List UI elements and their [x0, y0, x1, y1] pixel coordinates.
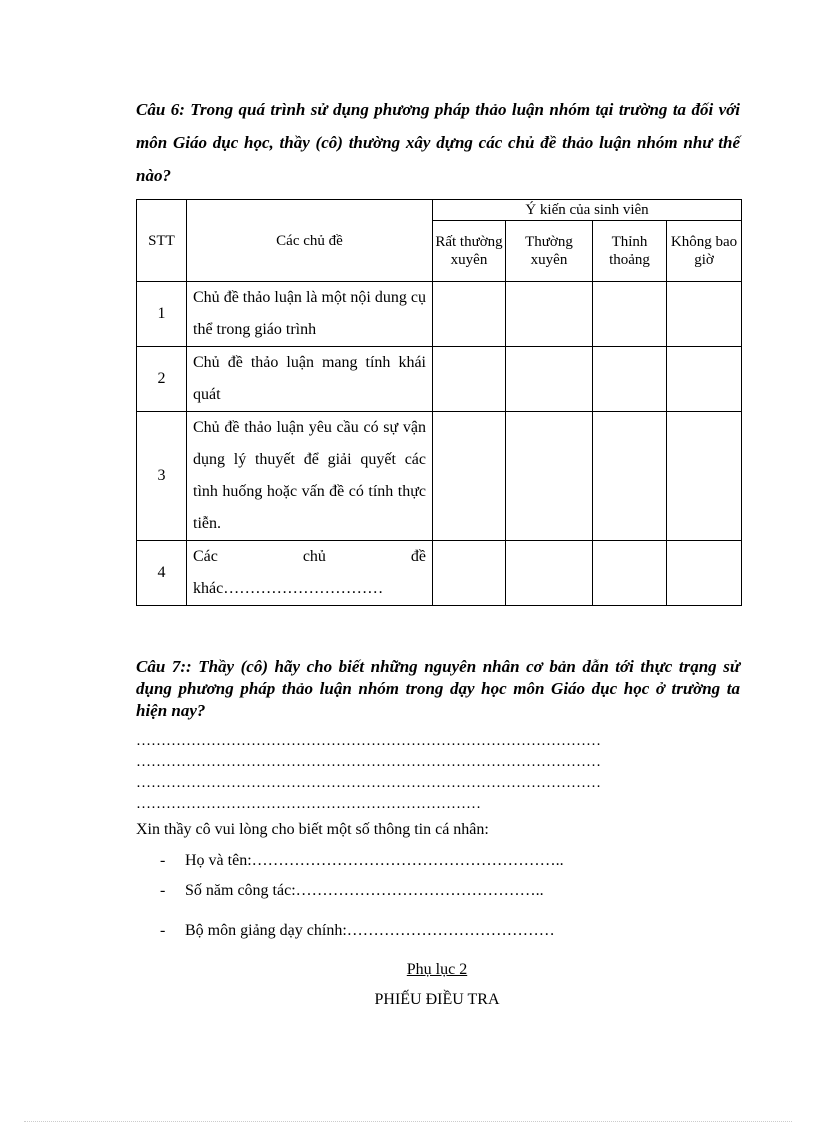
years-of-work-field[interactable]: Số năm công tác:……………………………………….. — [185, 882, 544, 899]
table-row — [137, 412, 742, 541]
row-topic: Chủ đề thảo luận mang tính khái quát — [187, 347, 433, 412]
header-topic: Các chủ đề — [187, 200, 433, 282]
row-number: 3 — [137, 412, 187, 541]
question-6-heading: Câu 6: Trong quá trình sử dụng phương pháp thảo luận nhóm tại trường ta đối với môn Giáo dục học, thầy (cô) thường xây dựng các chủ đề thảo luận nhóm như thế nào? — [136, 100, 740, 185]
survey-table — [136, 199, 742, 606]
row-topic-word: chủ — [302, 548, 326, 565]
answer-cell[interactable] — [593, 347, 667, 412]
answer-cell[interactable] — [667, 541, 742, 606]
answer-cell[interactable] — [506, 541, 593, 606]
row-number: 1 — [137, 282, 187, 347]
answer-cell[interactable] — [433, 282, 506, 347]
answer-line[interactable]: ………………………………………………………………………………… — [136, 775, 601, 791]
header-stt: STT — [137, 200, 187, 282]
answer-line[interactable]: …………………………………………………………… — [136, 796, 481, 812]
appendix-title: Phụ lục 2 — [406, 961, 468, 978]
table-row — [137, 541, 742, 606]
row-topic: Chủ đề thảo luận yêu cầu có sự vận dụng lý thuyết để giải quyết các tình huống hoặc vấn đề có tính thực tiễn. — [187, 412, 433, 541]
question-7-heading: Câu 7:: Thầy (cô) hãy cho biết những nguyên nhân cơ bản dẫn tới thực trạng sử dụng phương pháp thảo luận nhóm trong dạy học môn Giáo dục học ở trường ta hiện nay? — [136, 657, 740, 720]
answer-cell[interactable] — [667, 412, 742, 541]
header-option-very-often: Rất thường xuyên — [433, 221, 506, 282]
header-option-never: Không bao giờ — [667, 221, 742, 282]
bullet: - — [160, 882, 166, 899]
name-field[interactable]: Họ và tên:………………………………………………….. — [185, 852, 564, 869]
answer-line[interactable]: ………………………………………………………………………………… — [136, 733, 601, 749]
department-field[interactable]: Bộ môn giảng dạy chính:………………………………… — [185, 922, 555, 939]
row-number: 2 — [137, 347, 187, 412]
answer-cell[interactable] — [506, 347, 593, 412]
header-option-sometimes: Thỉnh thoảng — [593, 221, 667, 282]
row-topic-word: Các — [193, 548, 218, 565]
header-option-often: Thường xuyên — [506, 221, 593, 282]
answer-cell[interactable] — [593, 541, 667, 606]
page-bottom-divider — [24, 1121, 792, 1122]
answer-cell[interactable] — [667, 347, 742, 412]
table-row — [137, 347, 742, 412]
answer-cell[interactable] — [433, 412, 506, 541]
row-number: 4 — [137, 541, 187, 606]
row-topic: Chủ đề thảo luận là một nội dung cụ thể trong giáo trình — [187, 282, 433, 347]
answer-cell[interactable] — [593, 412, 667, 541]
answer-line[interactable]: ………………………………………………………………………………… — [136, 754, 601, 770]
answer-cell[interactable] — [506, 282, 593, 347]
table-row — [137, 282, 742, 347]
row-topic — [187, 541, 433, 606]
bullet: - — [160, 922, 166, 939]
bullet: - — [160, 852, 166, 869]
answer-cell[interactable] — [433, 347, 506, 412]
survey-form-title: PHIẾU ĐIỀU TRA — [374, 991, 500, 1008]
personal-info-intro: Xin thầy cô vui lòng cho biết một số thông tin cá nhân: — [136, 821, 489, 838]
row-topic-line: khác………………………… — [193, 580, 384, 597]
answer-cell[interactable] — [593, 282, 667, 347]
header-student-opinion: Ý kiến của sinh viên — [433, 200, 742, 221]
answer-cell[interactable] — [433, 541, 506, 606]
row-topic-word: đề — [410, 548, 426, 565]
answer-cell[interactable] — [506, 412, 593, 541]
answer-cell[interactable] — [667, 282, 742, 347]
